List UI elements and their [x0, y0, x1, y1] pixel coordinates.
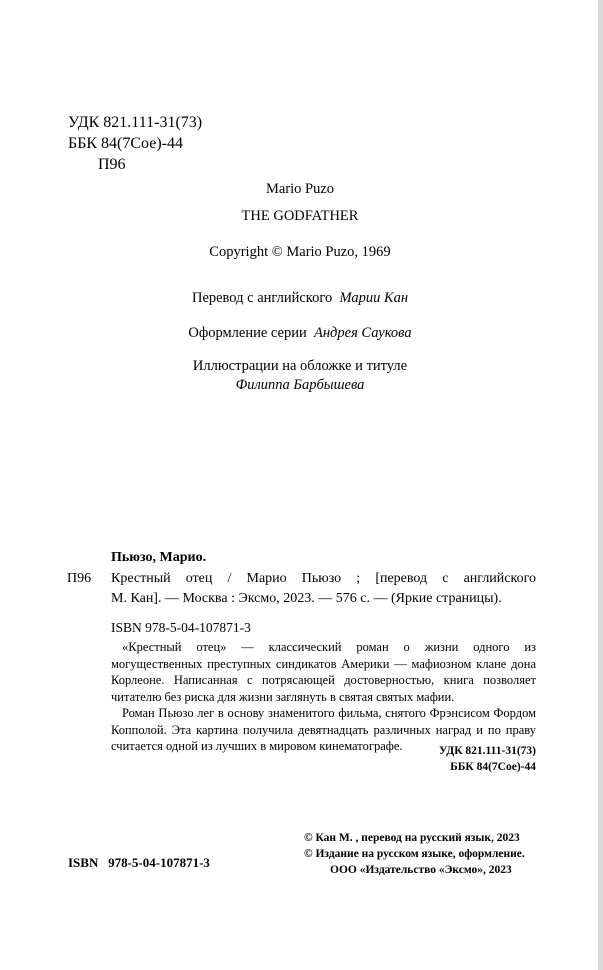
footer-isbn: ISBN 978-5-04-107871-3: [68, 855, 210, 870]
annotation: [111, 639, 536, 755]
annotation-paragraph-2: Роман Пьюзо лег в основу знаменитого фильма, снятого Фрэнсисом Фордом Копполой. Эта картина получила девятнадцать различных наград и по праву считается одной из лучших в мировом кинематографе.: [111, 706, 536, 753]
copyright-line-2: © Издание на русском языке, оформление.: [304, 848, 525, 860]
translation-label: Перевод с английского: [191, 290, 333, 306]
bbk-code: ББК 84(7Сое)-44: [68, 135, 183, 152]
classification-codes: [68, 112, 202, 175]
design-label: Оформление серии: [188, 325, 307, 341]
right-codes: [300, 743, 536, 775]
translator-name: Марии Кан: [339, 290, 409, 306]
page-edge: [598, 0, 603, 970]
bib-line-1: Крестный отец / Марио Пьюзо ; [перевод с английского: [111, 571, 536, 586]
copyright-block: [304, 830, 544, 878]
design-credit: [60, 325, 540, 342]
udk-code: УДК 821.111-31(73): [68, 114, 203, 131]
bib-author-mark: П96: [67, 571, 92, 586]
bib-line-2: М. Кан]. — Москва : Эксмо, 2023. — 576 с. — (Яркие страницы).: [111, 591, 502, 606]
annotation-paragraph-1: «Крестный отец» — классический роман о жизни одного из могущественных преступных синдикатов Америки — мафиозном клане дона Корлеоне. Написанная с потрясающей достоверностью, книга позволяет читателю без риска для жизни заглянуть в святая святых мафии.: [111, 640, 536, 704]
original-title: THE GODFATHER: [241, 208, 359, 224]
bib-isbn: ISBN 978-5-04-107871-3: [111, 620, 251, 635]
original-copyright: Copyright © Mario Puzo, 1969: [209, 244, 391, 260]
right-bbk-code: ББК 84(7Сое)-44: [450, 761, 536, 773]
bib-record: [67, 569, 536, 609]
copyright-line-1: © Кан М. , перевод на русский язык, 2023: [304, 832, 520, 844]
designer-name: Андрея Саукова: [314, 325, 412, 341]
illustration-label: Иллюстрации на обложке и титуле: [192, 358, 408, 374]
illustrator-name: Филиппа Барбышева: [235, 377, 365, 393]
bib-author-heading: Пьюзо, Марио.: [111, 550, 207, 565]
original-author: Mario Puzo: [265, 181, 335, 197]
translation-credit: [60, 290, 540, 307]
author-mark: П96: [98, 156, 126, 173]
right-udk-code: УДК 821.111-31(73): [439, 745, 536, 757]
copyright-line-3: ООО «Издательство «Эксмо», 2023: [330, 864, 512, 876]
